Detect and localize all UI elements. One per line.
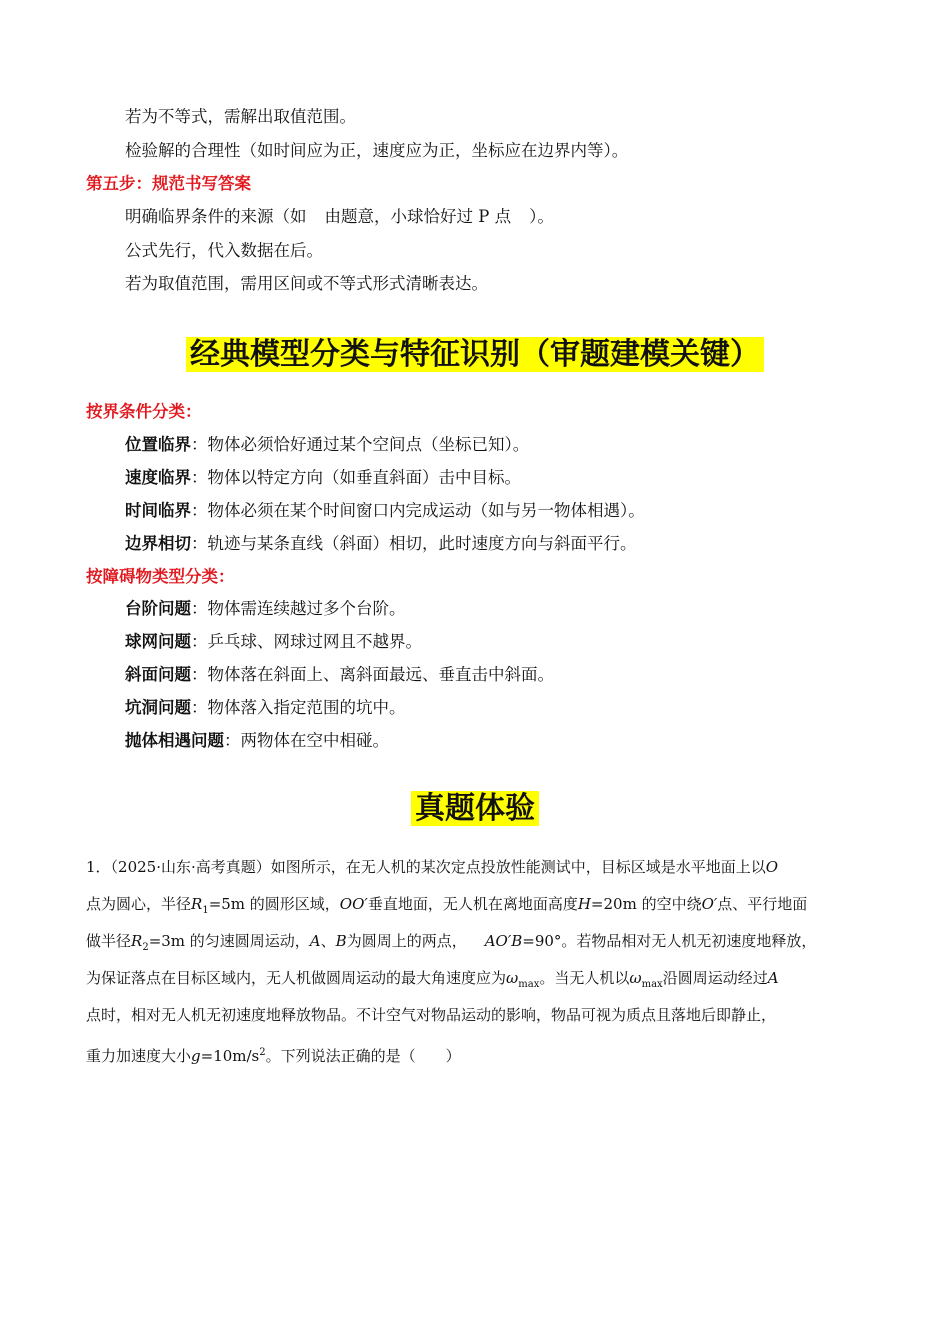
list-item <box>125 500 645 522</box>
obstacle-heading: 按障碍物类型分类： <box>86 567 235 586</box>
question-line <box>86 962 866 1001</box>
math-sub: max <box>518 979 540 990</box>
term-desc: ：物体必须恰好通过某个空间点（坐标已知）。 <box>191 435 530 454</box>
list-item <box>125 533 637 555</box>
step5-heading: 第五步：规范书写答案 <box>86 174 251 193</box>
list-item <box>125 434 529 456</box>
text-span: 为保证落点在目标区域内，无人机做圆周运动的最大角速度应为 <box>86 969 507 987</box>
term: 斜面问题 <box>125 665 191 684</box>
list-item <box>125 697 406 719</box>
term-desc: ：物体落入指定范围的坑中。 <box>191 698 406 717</box>
question-line <box>86 925 866 964</box>
term-desc: ：物体必须在某个时间窗口内完成运动（如与另一物体相遇）。 <box>191 501 645 520</box>
text-span: =5m 的圆形区域， <box>208 895 340 913</box>
math-var: OO′ <box>339 895 368 913</box>
question-line <box>86 851 866 884</box>
list-item <box>125 598 406 620</box>
term-desc: ：物体需连续越过多个台阶。 <box>191 599 406 618</box>
text-span: 由题意，小球恰好过 P 点 <box>324 207 512 226</box>
question-line <box>86 1036 866 1073</box>
term-desc: ：轨迹与某条直线（斜面）相切，此时速度方向与斜面平行。 <box>191 534 637 553</box>
text-span: 。当无人机以 <box>539 969 630 987</box>
math-var: ω <box>506 969 519 987</box>
text-span: 如图所示，在无人机的某次定点投放性能测试中，目标区域是水平地面上以 <box>270 858 766 876</box>
question-line <box>86 888 866 927</box>
text-span: 沿圆周运动经过 <box>662 969 768 987</box>
math-sub: 1 <box>202 905 209 916</box>
term: 位置临界 <box>125 435 191 454</box>
condition-heading: 按界条件分类： <box>86 402 202 421</box>
math-var: R <box>131 932 143 950</box>
math-var: A <box>309 932 321 950</box>
text-span: 为圆周上的两点， <box>346 932 467 950</box>
section-banner <box>0 789 950 829</box>
question-line <box>86 999 866 1032</box>
term: 坑洞问题 <box>125 698 191 717</box>
text-span: 点为圆心，半径 <box>86 895 192 913</box>
banner-title: 经典模型分类与特征识别（审题建模关键） <box>186 337 764 372</box>
question-source: （2025·山东·高考真题） <box>110 858 271 876</box>
math-var: AO′B <box>484 932 523 950</box>
math-var: O′ <box>701 895 718 913</box>
term: 台阶问题 <box>125 599 191 618</box>
text-span: 点、平行地面 <box>717 895 808 913</box>
text-span: =3m 的匀速圆周运动， <box>148 932 310 950</box>
term-desc: ：两物体在空中相碰。 <box>224 731 389 750</box>
term: 抛体相遇问题 <box>125 731 224 750</box>
term: 时间临界 <box>125 501 191 520</box>
text-span: 做半径 <box>86 932 132 950</box>
text-span: 、 <box>320 932 336 950</box>
banner-title: 真题体验 <box>411 791 539 826</box>
math-sup: 2 <box>259 1047 266 1058</box>
text-span: =10m/s <box>200 1047 260 1065</box>
step5-line2: 公式先行，代入数据在后。 <box>125 241 323 260</box>
list-item <box>125 664 554 686</box>
math-var: O <box>765 858 779 876</box>
question-number: 1． <box>86 858 111 876</box>
list-item <box>125 467 521 489</box>
text-line: 若为不等式，需解出取值范围。 <box>125 107 356 126</box>
math-var: B <box>335 932 347 950</box>
math-var: g <box>191 1047 201 1065</box>
list-item <box>125 730 389 752</box>
math-var: A <box>767 969 779 987</box>
list-item <box>125 631 422 653</box>
text-span: =20m 的空中绕 <box>590 895 702 913</box>
text-span: ）。 <box>529 207 554 226</box>
text-span: =90°。若物品相对无人机无初速度地释放， <box>522 932 817 950</box>
math-var: ω <box>629 969 642 987</box>
term: 边界相切 <box>125 534 191 553</box>
step5-line1 <box>125 206 554 228</box>
text-span: 垂直地面，无人机在离地面高度 <box>367 895 578 913</box>
text-span: 重力加速度大小 <box>86 1047 192 1065</box>
math-sub: 2 <box>142 942 149 953</box>
math-var: H <box>577 895 591 913</box>
term-desc: ：物体以特定方向（如垂直斜面）击中目标。 <box>191 468 521 487</box>
term: 球网问题 <box>125 632 191 651</box>
term-desc: ：乒乓球、网球过网且不越界。 <box>191 632 422 651</box>
section-banner <box>0 335 950 375</box>
step5-line3: 若为取值范围，需用区间或不等式形式清晰表达。 <box>125 274 488 293</box>
math-var: R <box>191 895 203 913</box>
text-line: 检验解的合理性（如时间应为正，速度应为正，坐标应在边界内等）。 <box>125 141 629 160</box>
text-span: 点时，相对无人机无初速度地释放物品。不计空气对物品运动的影响，物品可视为质点且落地后即静止， <box>86 1006 777 1024</box>
term: 速度临界 <box>125 468 191 487</box>
math-sub: max <box>641 979 663 990</box>
text-span: 。下列说法正确的是（ ） <box>265 1047 461 1065</box>
text-span: 明确临界条件的来源（如 <box>125 207 307 226</box>
term-desc: ：物体落在斜面上、离斜面最远、垂直击中斜面。 <box>191 665 554 684</box>
